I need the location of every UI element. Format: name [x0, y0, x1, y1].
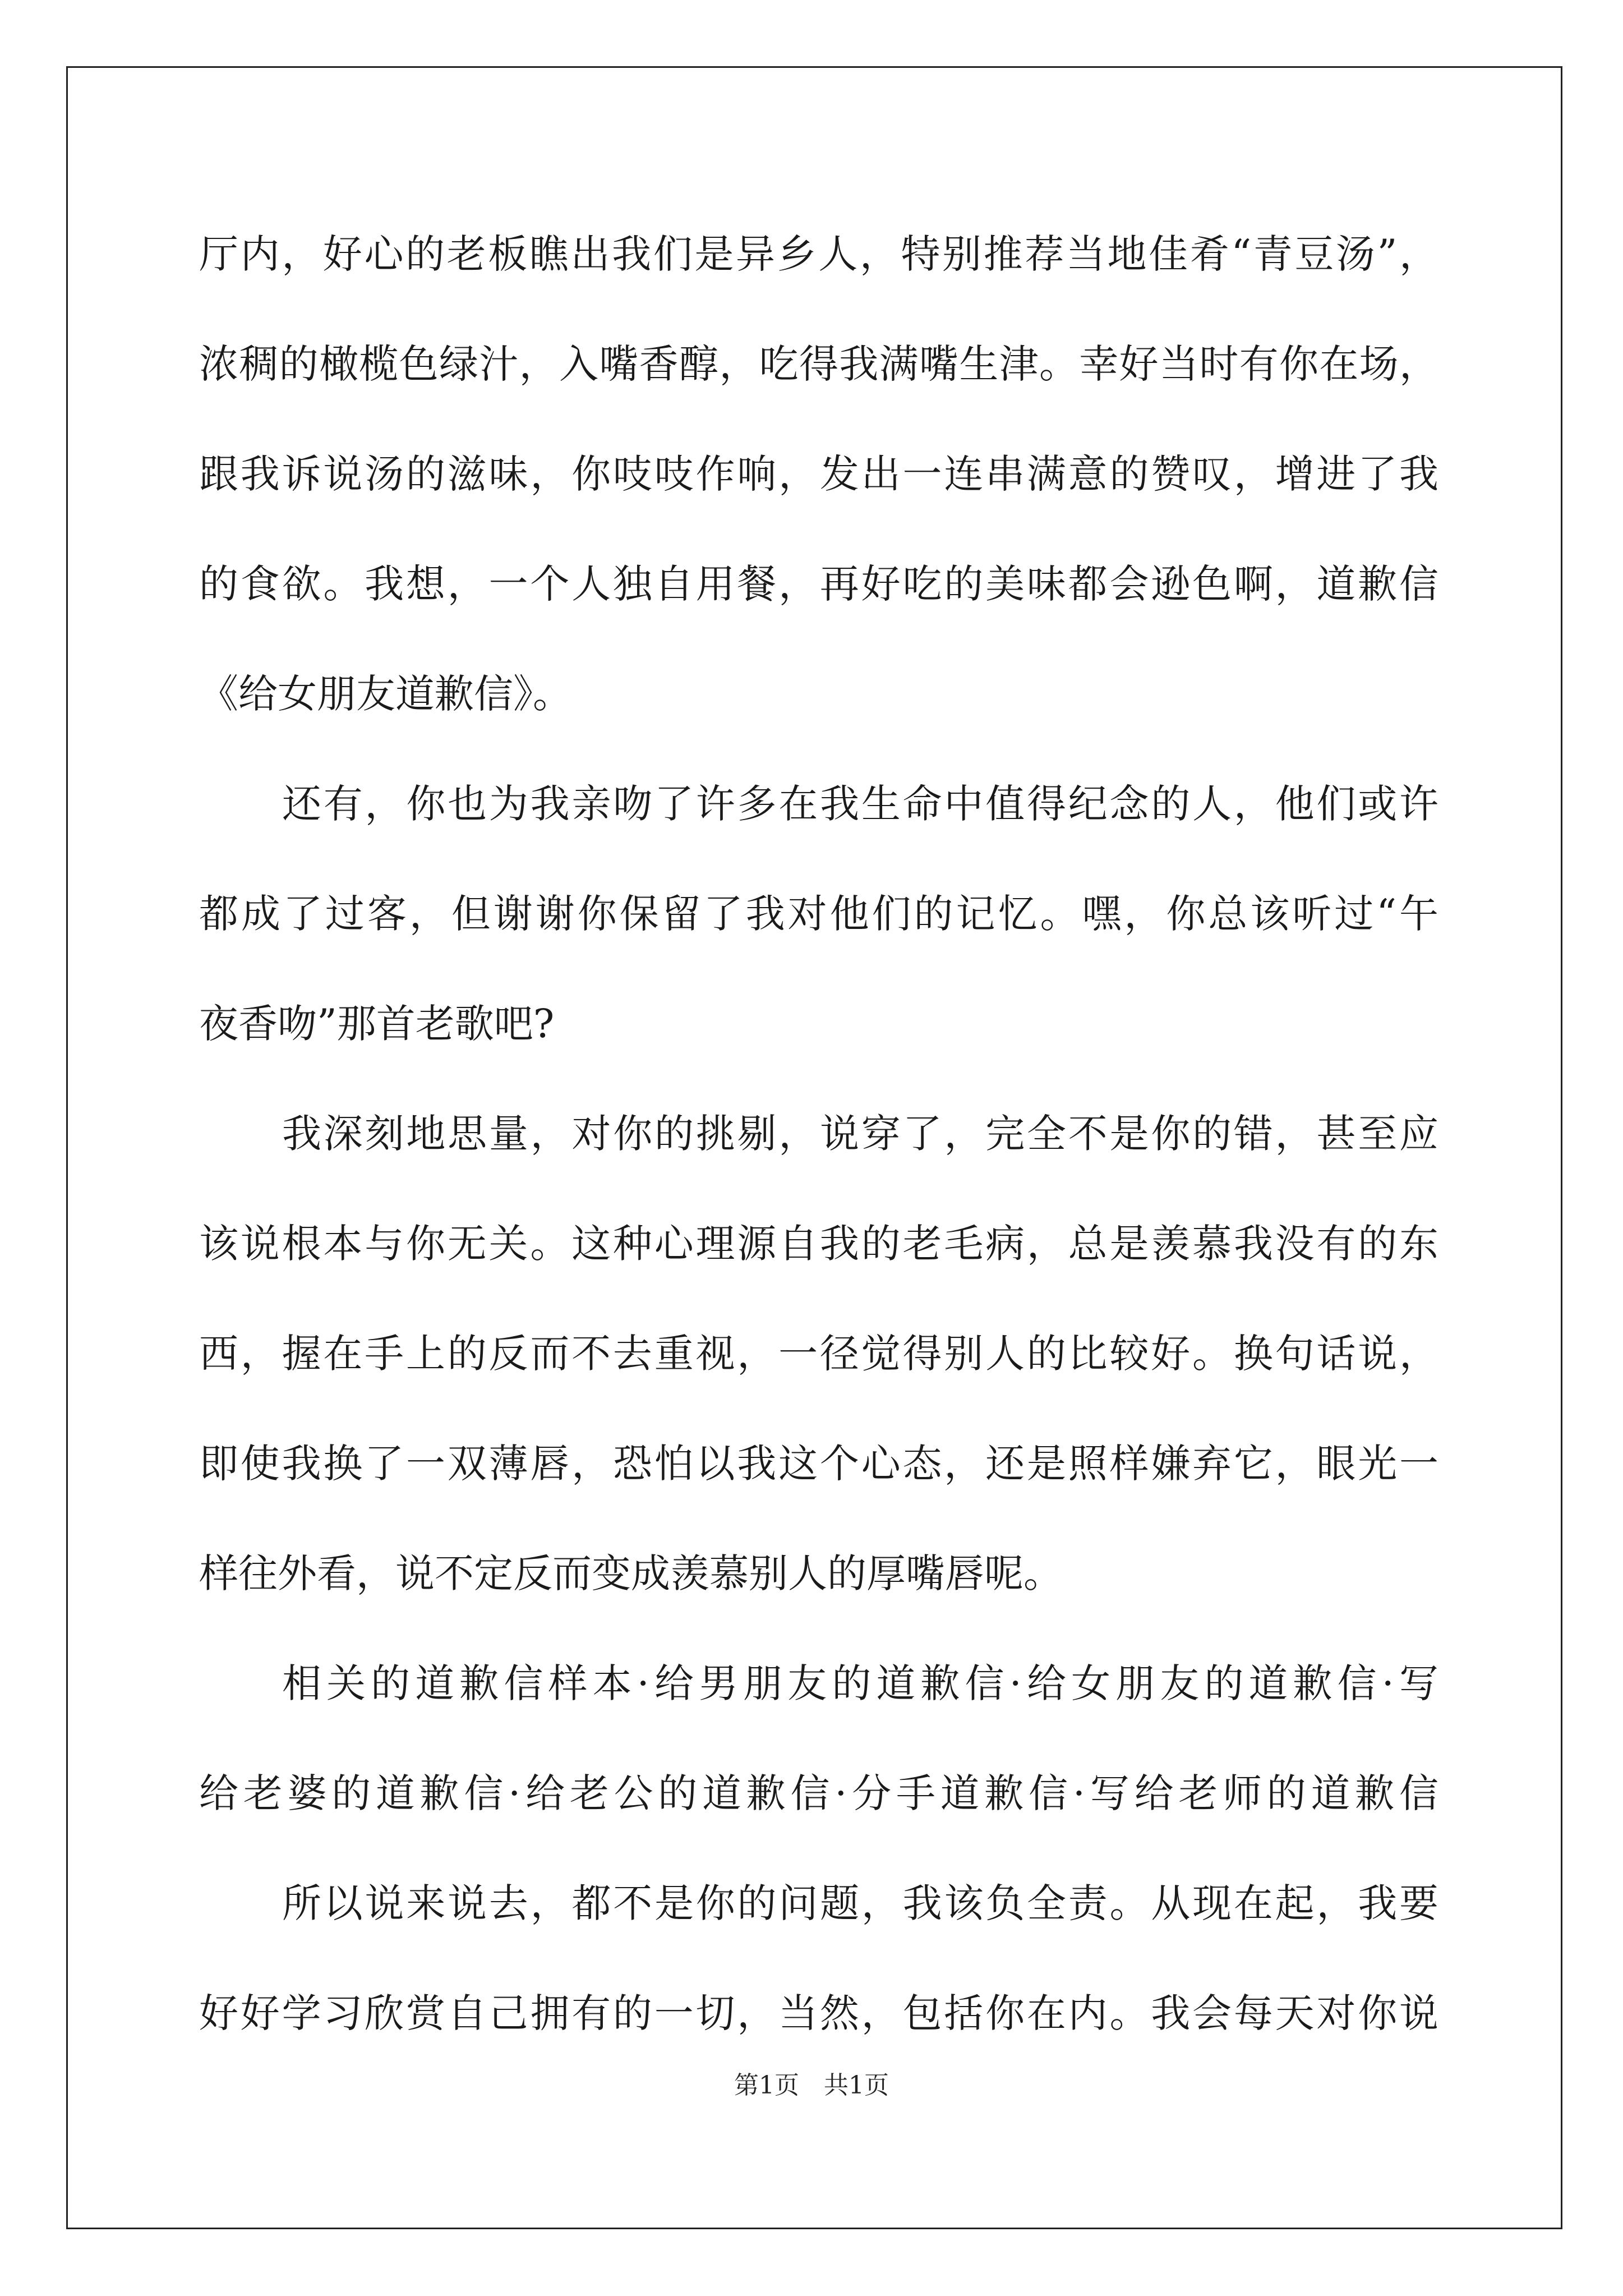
text-line: 好好学习欣赏自己拥有的一切，当然，包括你在内。我会每天对你说	[199, 1990, 1438, 2036]
text-line: 跟我诉说汤的滋味，你吱吱作响，发出一连串满意的赞叹，增进了我	[199, 451, 1438, 497]
page-footer	[0, 2069, 1623, 2102]
text-line: 样往外看，说不定反而变成羡慕别人的厚嘴唇呢。	[199, 1550, 1063, 1596]
text-line: 浓稠的橄榄色绿汁，入嘴香醇，吃得我满嘴生津。幸好当时有你在场，	[199, 341, 1438, 387]
text-line: 《给女朋友道歉信》。	[199, 671, 572, 717]
text-line: 都成了过客，但谢谢你保留了我对他们的记忆。嘿，你总该听过“午	[199, 891, 1438, 937]
text-line: 厅内，好心的老板瞧出我们是异乡人，特别推荐当地佳肴“青豆汤”，	[199, 231, 1438, 277]
paragraph-first-line: 还有，你也为我亲吻了许多在我生命中值得纪念的人，他们或许	[282, 781, 1438, 827]
text-line: 的食欲。我想，一个人独自用餐，再好吃的美味都会逊色啊，道歉信	[199, 561, 1438, 607]
text-line: 即使我换了一双薄唇，恐怕以我这个心态，还是照样嫌弃它，眼光一	[199, 1441, 1438, 1487]
text-line: 给老婆的道歉信·给老公的道歉信·分手道歉信·写给老师的道歉信	[199, 1770, 1438, 1816]
page-number: 第1页	[734, 2071, 799, 2100]
paragraph-first-line: 所以说来说去，都不是你的问题，我该负全责。从现在起，我要	[282, 1880, 1438, 1926]
page-total: 共1页	[824, 2071, 889, 2100]
text-line: 该说根本与你无关。这种心理源自我的老毛病，总是羡慕我没有的东	[199, 1221, 1438, 1267]
paragraph-first-line: 我深刻地思量，对你的挑剔，说穿了，完全不是你的错，甚至应	[282, 1111, 1438, 1157]
text-line: 夜香吻”那首老歌吧?	[199, 1001, 555, 1047]
paragraph-first-line: 相关的道歉信样本·给男朋友的道歉信·给女朋友的道歉信·写	[282, 1660, 1438, 1706]
document-body	[199, 199, 1438, 2068]
text-line: 西，握在手上的反而不去重视，一径觉得别人的比较好。换句话说，	[199, 1331, 1438, 1377]
